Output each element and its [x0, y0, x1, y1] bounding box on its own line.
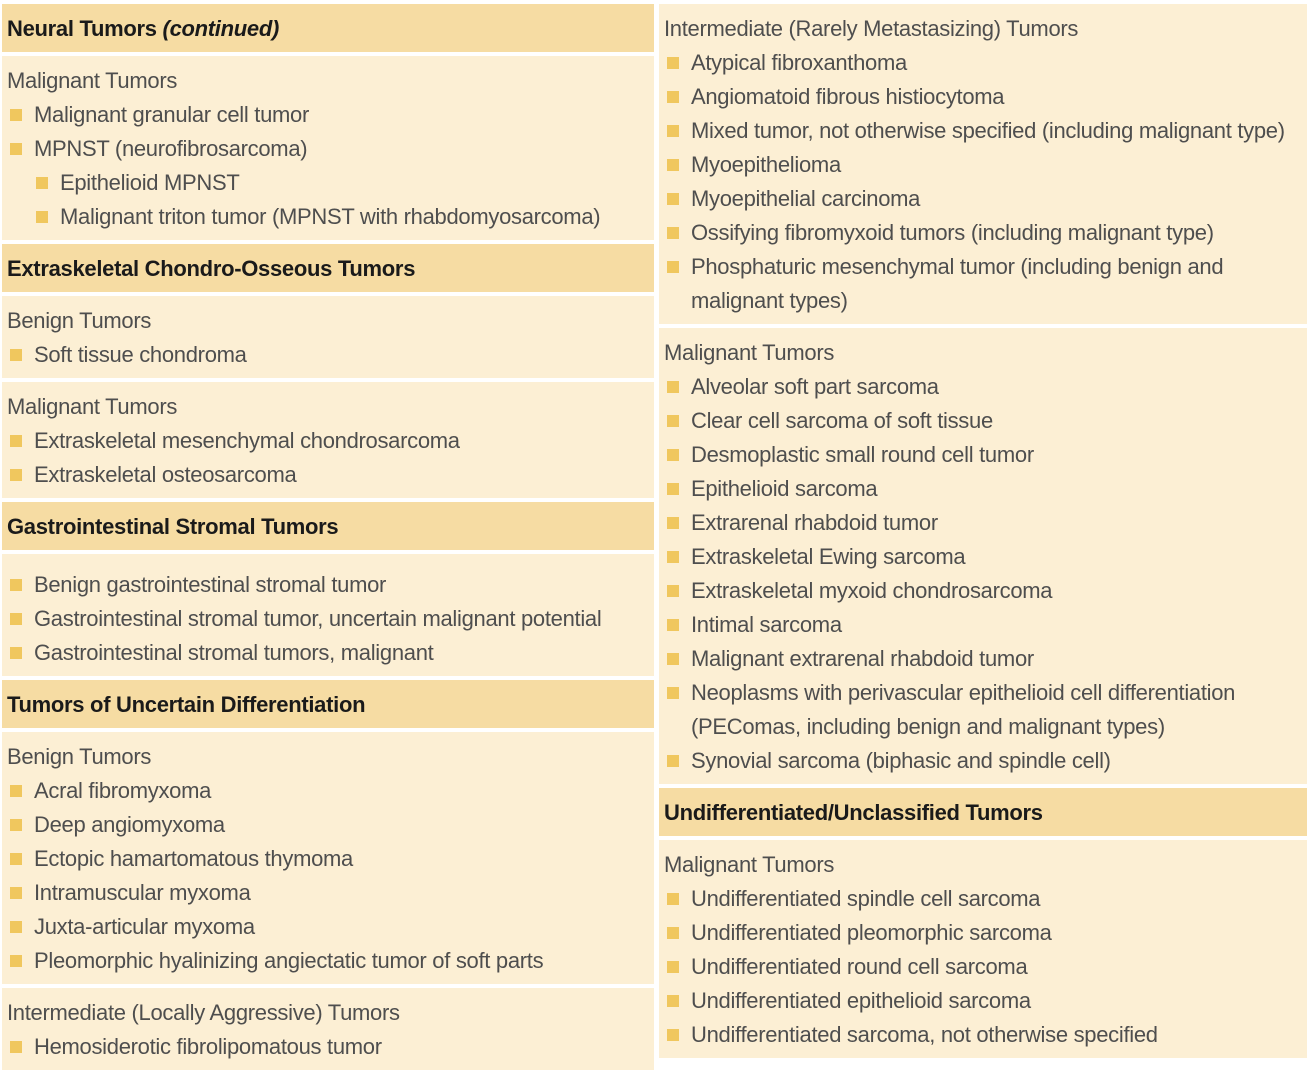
list-item: Gastrointestinal stromal tumors, malignant — [7, 636, 648, 670]
bullet-icon — [10, 469, 22, 481]
neural-malignant-block — [2, 56, 654, 240]
list-item: Alveolar soft part sarcoma — [664, 370, 1301, 404]
bullet-icon — [10, 435, 22, 447]
list-item: Mixed tumor, not otherwise specified (including malignant type) — [664, 114, 1301, 148]
subheading: Malignant Tumors — [7, 394, 178, 419]
section-header-gist: Gastrointestinal Stromal Tumors — [2, 502, 654, 550]
subheading: Benign Tumors — [7, 308, 152, 333]
chondro-malignant-block — [2, 382, 654, 498]
list-item: Undifferentiated round cell sarcoma — [664, 950, 1301, 984]
list-item: Undifferentiated pleomorphic sarcoma — [664, 916, 1301, 950]
list-item: Synovial sarcoma (biphasic and spindle cell) — [664, 744, 1301, 778]
list-item: Neoplasms with perivascular epithelioid cell differentiation (PEComas, including benign and malignant types) — [664, 676, 1301, 744]
bullet-icon — [667, 483, 679, 495]
bullet-icon — [667, 961, 679, 973]
subheading: Intermediate (Rarely Metastasizing) Tumors — [664, 16, 1079, 41]
bullet-icon — [667, 1029, 679, 1041]
bullet-icon — [10, 887, 22, 899]
list-item: Angiomatoid fibrous histiocytoma — [664, 80, 1301, 114]
bullet-icon — [667, 159, 679, 171]
bullet-icon — [667, 755, 679, 767]
section-header-chondro-osseous: Extraskeletal Chondro-Osseous Tumors — [2, 244, 654, 292]
section-header-text: Neural Tumors — [7, 16, 157, 41]
bullet-icon — [667, 551, 679, 563]
section-header-continued: (continued) — [162, 16, 280, 41]
bullet-icon — [10, 853, 22, 865]
right-malignant-block — [659, 328, 1307, 784]
bullet-icon — [10, 955, 22, 967]
bullet-icon — [667, 687, 679, 699]
list-item: Extraskeletal myxoid chondrosarcoma — [664, 574, 1301, 608]
list-item: Clear cell sarcoma of soft tissue — [664, 404, 1301, 438]
bullet-icon — [667, 517, 679, 529]
list-item: Benign gastrointestinal stromal tumor — [7, 568, 648, 602]
bullet-icon — [667, 995, 679, 1007]
section-header-uncertain: Tumors of Uncertain Differentiation — [2, 680, 654, 728]
bullet-icon — [667, 893, 679, 905]
list-item: Myoepithelial carcinoma — [664, 182, 1301, 216]
bullet-icon — [667, 619, 679, 631]
bullet-icon — [36, 211, 48, 223]
left-column — [2, 4, 654, 1059]
list-item: Undifferentiated sarcoma, not otherwise specified — [664, 1018, 1301, 1052]
section-header-undifferentiated: Undifferentiated/Unclassified Tumors — [659, 788, 1307, 836]
bullet-icon — [10, 613, 22, 625]
undiff-malignant-block — [659, 840, 1307, 1058]
list-item: Undifferentiated epithelioid sarcoma — [664, 984, 1301, 1018]
bullet-icon — [10, 579, 22, 591]
list-item: Phosphaturic mesenchymal tumor (including benign and malignant types) — [664, 250, 1301, 318]
list-item: Epithelioid sarcoma — [664, 472, 1301, 506]
list-item: Extrarenal rhabdoid tumor — [664, 506, 1301, 540]
list-item: Soft tissue chondroma — [7, 338, 648, 372]
list-item: Malignant extrarenal rhabdoid tumor — [664, 642, 1301, 676]
list-item: Extraskeletal mesenchymal chondrosarcoma — [7, 424, 648, 458]
bullet-icon — [10, 819, 22, 831]
bullet-icon — [10, 349, 22, 361]
bullet-icon — [667, 91, 679, 103]
bullet-icon — [667, 193, 679, 205]
bullet-icon — [667, 653, 679, 665]
gist-block — [2, 554, 654, 676]
uncertain-benign-block — [2, 732, 654, 984]
list-item: Intimal sarcoma — [664, 608, 1301, 642]
list-item: Juxta-articular myxoma — [7, 910, 648, 944]
bullet-icon — [10, 921, 22, 933]
bullet-icon — [667, 415, 679, 427]
bullet-icon — [667, 227, 679, 239]
list-item: Hemosiderotic fibrolipomatous tumor — [7, 1030, 648, 1064]
section-header-neural — [2, 4, 654, 52]
list-item: Atypical fibroxanthoma — [664, 46, 1301, 80]
uncertain-intermediate-block — [2, 988, 654, 1070]
bullet-icon — [36, 177, 48, 189]
bullet-icon — [10, 109, 22, 121]
bullet-icon — [10, 1041, 22, 1053]
list-item: Deep angiomyxoma — [7, 808, 648, 842]
bullet-icon — [10, 647, 22, 659]
subheading: Malignant Tumors — [664, 340, 835, 365]
subheading: Malignant Tumors — [7, 68, 178, 93]
list-item: Pleomorphic hyalinizing angiectatic tumor of soft parts — [7, 944, 648, 978]
list-item: Acral fibromyxoma — [7, 774, 648, 808]
list-item: Malignant granular cell tumor — [7, 98, 648, 132]
right-column — [659, 4, 1307, 1047]
list-subitem: Epithelioid MPNST — [7, 166, 648, 200]
bullet-icon — [10, 143, 22, 155]
list-item: Ossifying fibromyxoid tumors (including malignant type) — [664, 216, 1301, 250]
list-item: Gastrointestinal stromal tumor, uncertain malignant potential — [7, 602, 648, 636]
bullet-icon — [667, 125, 679, 137]
list-item: Ectopic hamartomatous thymoma — [7, 842, 648, 876]
bullet-icon — [667, 585, 679, 597]
list-item: Intramuscular myxoma — [7, 876, 648, 910]
bullet-icon — [667, 927, 679, 939]
intermediate-rarely-metastasizing-block — [659, 4, 1307, 324]
list-item: Myoepithelioma — [664, 148, 1301, 182]
subheading: Intermediate (Locally Aggressive) Tumors — [7, 1000, 400, 1025]
bullet-icon — [667, 449, 679, 461]
bullet-icon — [667, 261, 679, 273]
list-subitem: Malignant triton tumor (MPNST with rhabdomyosarcoma) — [7, 200, 648, 234]
list-item: Undifferentiated spindle cell sarcoma — [664, 882, 1301, 916]
bullet-icon — [667, 381, 679, 393]
bullet-icon — [10, 785, 22, 797]
subheading: Malignant Tumors — [664, 852, 835, 877]
list-item: Extraskeletal osteosarcoma — [7, 458, 648, 492]
list-item: Extraskeletal Ewing sarcoma — [664, 540, 1301, 574]
list-item: Desmoplastic small round cell tumor — [664, 438, 1301, 472]
subheading: Benign Tumors — [7, 744, 152, 769]
chondro-benign-block — [2, 296, 654, 378]
bullet-icon — [667, 57, 679, 69]
list-item: MPNST (neurofibrosarcoma) — [7, 132, 648, 166]
